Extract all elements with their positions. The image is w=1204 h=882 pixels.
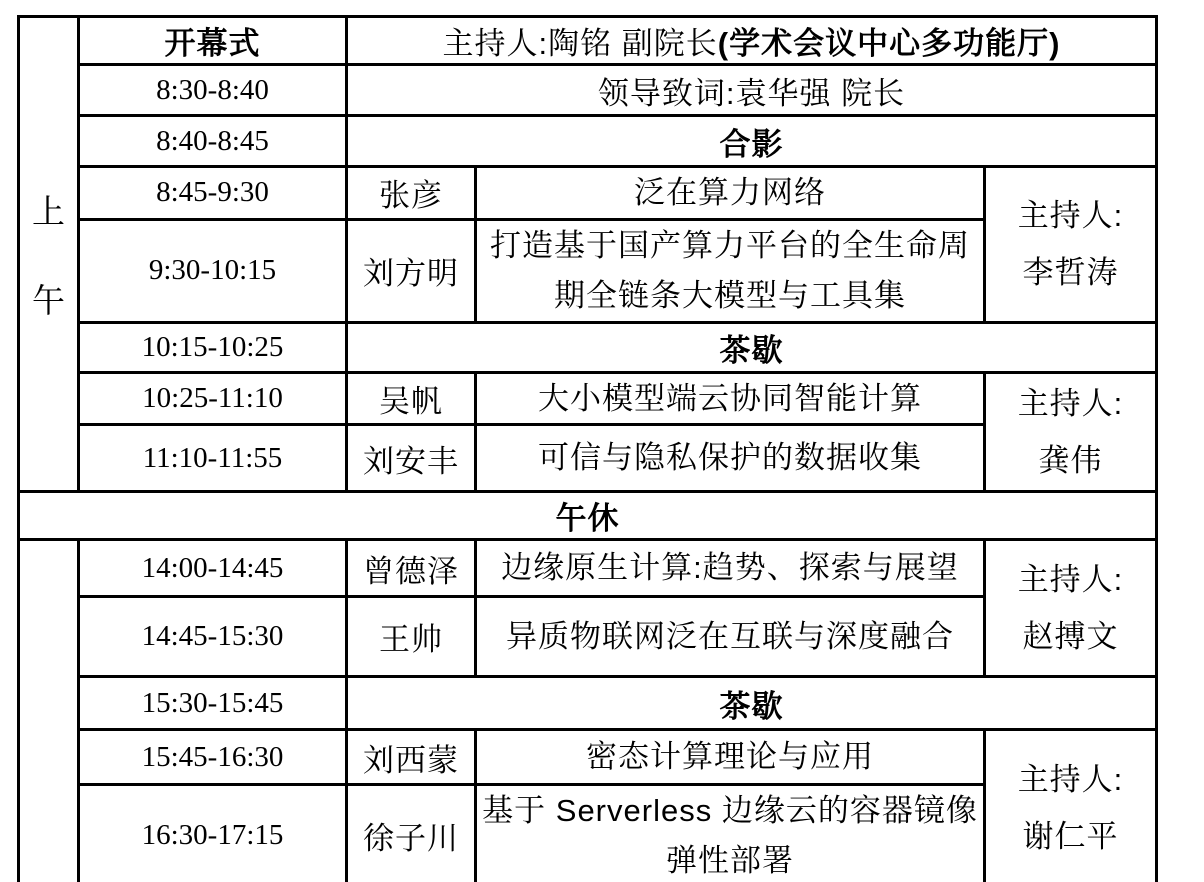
talk-title-cell: 可信与隐私保护的数据收集 [476,425,985,492]
time-cell: 14:45-15:30 [79,597,347,677]
opening-title-cell: 开幕式 [79,17,347,65]
talk-title-cell: 密态计算理论与应用 [476,730,985,785]
time-cell: 8:40-8:45 [79,116,347,167]
host-label: 主持人: [1017,561,1124,597]
time-cell: 10:25-11:10 [79,372,347,425]
host-name: 赵搏文 [1022,619,1119,655]
host-name: 李哲涛 [1022,255,1119,291]
talk-title-cell: 大小模型端云协同智能计算 [476,372,985,425]
host-cell [985,167,1157,323]
time-cell: 15:45-16:30 [79,730,347,785]
opening-host-text: 主持人:陶铭 副院长 [442,26,718,61]
speaker-cell: 徐子川 [347,785,476,882]
host-cell [985,730,1157,882]
period-char-bottom: 午 [32,282,65,320]
talk-title-cell: 边缘原生计算:趋势、探索与展望 [476,540,985,597]
speaker-cell: 王帅 [347,597,476,677]
speaker-cell: 吴帆 [347,372,476,425]
time-cell: 11:10-11:55 [79,425,347,492]
host-label: 主持人: [1017,761,1124,797]
speaker-cell: 刘方明 [347,219,476,322]
host-name: 谢仁平 [1022,819,1119,855]
schedule-table [17,15,1158,882]
host-label: 主持人: [1017,197,1124,233]
talk-title-cell: 基于 Serverless 边缘云的容器镜像弹性部署 [476,785,985,882]
host-name: 龚伟 [1038,442,1103,478]
opening-host-cell [347,17,1157,65]
time-cell: 8:45-9:30 [79,167,347,220]
opening-venue-text: (学术会议中心多功能厅) [717,26,1061,61]
period-cell-afternoon [19,540,79,882]
lunch-break-cell: 午休 [19,492,1157,540]
period-char-top: 上 [32,193,65,231]
speaker-cell: 刘安丰 [347,425,476,492]
time-cell: 10:15-10:25 [79,322,347,372]
event-cell: 领导致词:袁华强 院长 [347,65,1157,116]
time-cell: 9:30-10:15 [79,219,347,322]
time-cell: 15:30-15:45 [79,677,347,730]
event-cell: 茶歇 [347,677,1157,730]
host-cell [985,540,1157,677]
period-cell-morning [19,17,79,492]
talk-title-cell: 泛在算力网络 [476,167,985,220]
talk-title-cell: 异质物联网泛在互联与深度融合 [476,597,985,677]
speaker-cell: 曾德泽 [347,540,476,597]
time-cell: 14:00-14:45 [79,540,347,597]
time-cell: 16:30-17:15 [79,785,347,882]
host-label: 主持人: [1017,385,1124,421]
time-cell: 8:30-8:40 [79,65,347,116]
event-cell: 合影 [347,116,1157,167]
host-cell [985,372,1157,492]
event-cell: 茶歇 [347,322,1157,372]
talk-title-cell: 打造基于国产算力平台的全生命周期全链条大模型与工具集 [476,219,985,322]
speaker-cell: 刘西蒙 [347,730,476,785]
period-morning-label [24,186,73,322]
speaker-cell: 张彦 [347,167,476,220]
